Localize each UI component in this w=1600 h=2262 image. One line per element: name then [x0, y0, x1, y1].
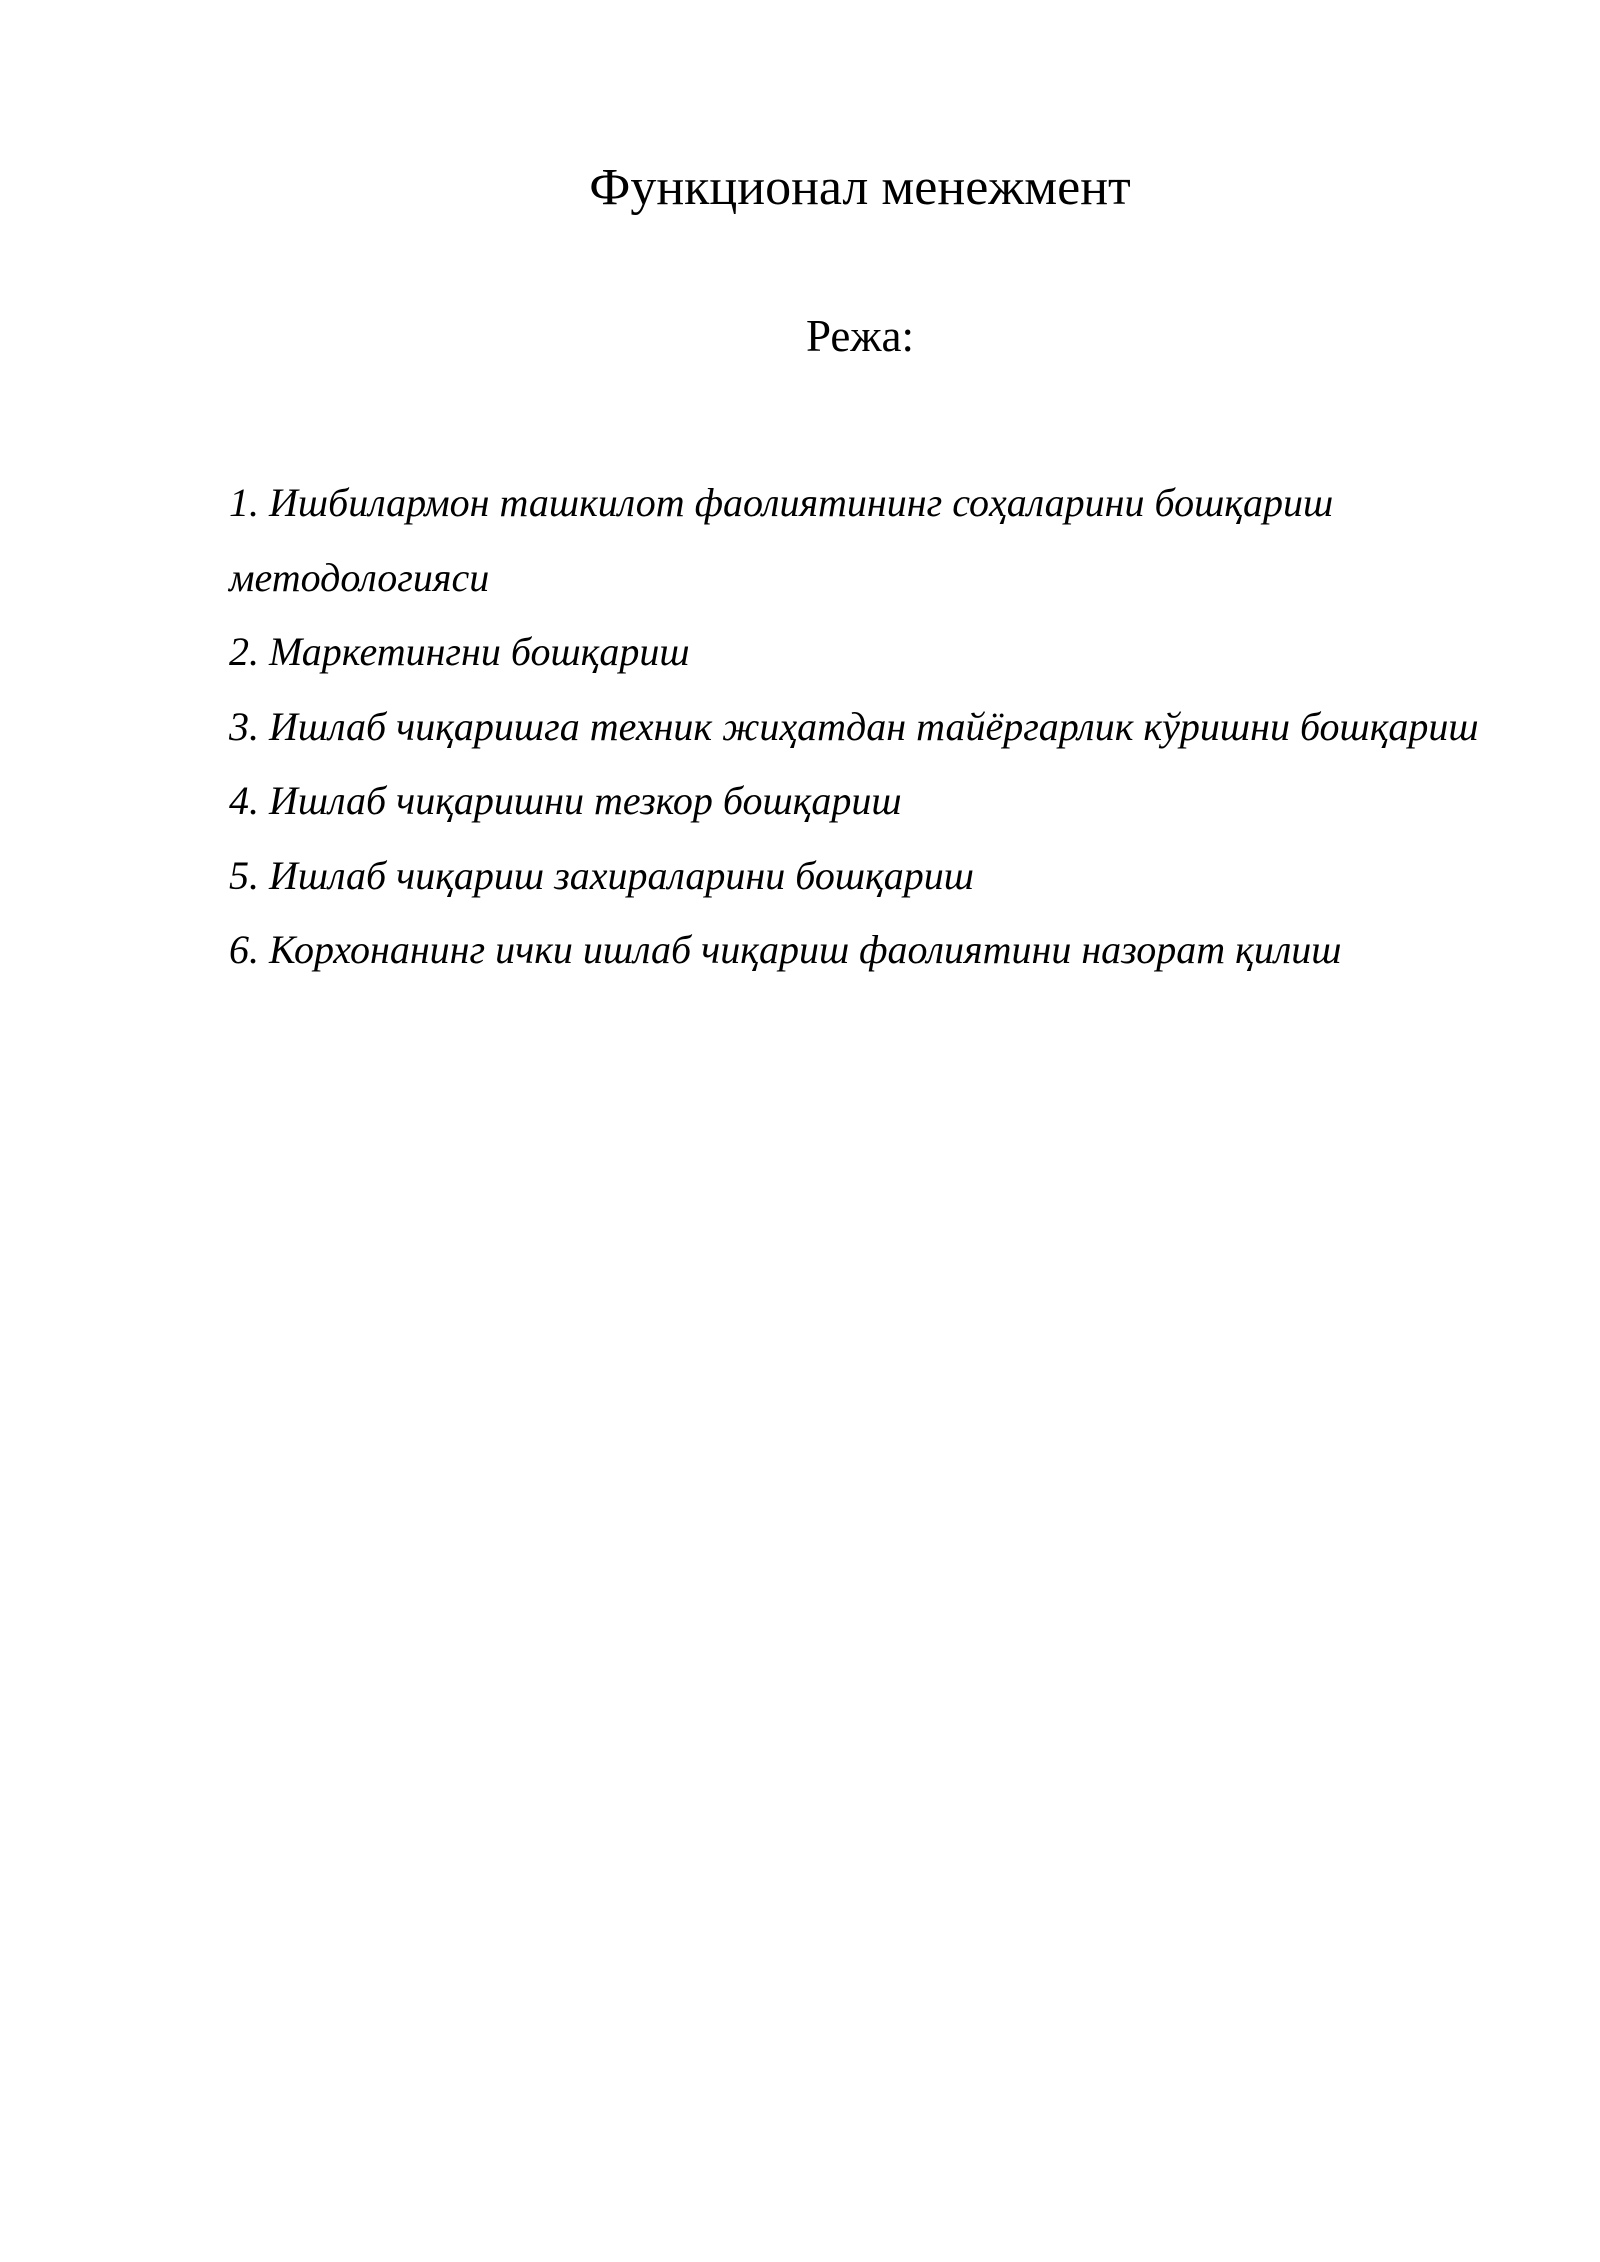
plan-item-5: 5. Ишлаб чиқариш захираларини бошқариш	[229, 852, 974, 898]
plan-item-3: 3. Ишлаб чиқаришга техник жиҳатдан тайёргарлик кўришни бошқариш	[229, 703, 1479, 749]
plan-item-2: 2. Маркетингни бошқариш	[229, 629, 690, 674]
plan-item-6: 6. Корхонанинг ички ишлаб чиқариш фаолиятини назорат қилиш	[229, 927, 1342, 972]
plan-heading: Режа:	[806, 311, 914, 361]
plan-item-1: 1. Ишбилармон ташкилот фаолиятининг соҳаларини бошқариш методологияси	[229, 480, 1334, 600]
page-title: Функционал менежмент	[589, 159, 1131, 216]
plan-item-4: 4. Ишлаб чиқаришни тезкор бошқариш	[229, 778, 902, 823]
plan-list	[229, 466, 1489, 988]
